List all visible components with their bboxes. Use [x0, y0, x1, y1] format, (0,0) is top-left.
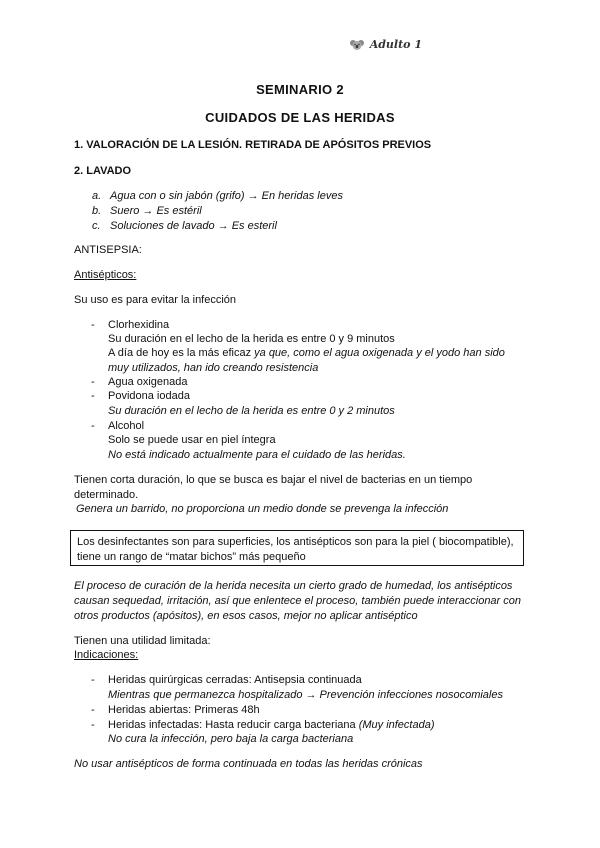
page-title: SEMINARIO 2: [256, 82, 344, 97]
list-item: [92, 205, 202, 217]
list-marker: c.: [92, 220, 101, 232]
indication-text: Heridas infectadas: Hasta reducir carga bacteriana: [108, 719, 359, 731]
antisepticos-heading: Antisépticos:: [74, 269, 137, 281]
indication-sub: No cura la infección, pero baja la carga bacteriana: [108, 733, 354, 745]
clorhexidina-duration: Su duración en el lecho de la herida es entre 0 y 9 minutos: [108, 333, 395, 345]
note-box-line: Los desinfectantes son para superficies, los antisépticos son para la piel ( biocompatible),: [77, 536, 514, 548]
list-text: Soluciones de lavado → Es esteril: [110, 220, 277, 232]
page-header: [350, 38, 422, 51]
alcohol-label: Alcohol: [108, 420, 145, 432]
indicaciones-heading: Indicaciones:: [74, 649, 139, 661]
dash-bullet: -: [91, 420, 95, 432]
antisepsia-heading: ANTISEPSIA:: [74, 244, 142, 256]
utilidad-text: Tienen una utilidad limitada:: [74, 635, 211, 647]
note-italic: ya que, como el agua oxigenada y el yodo han sido: [254, 347, 505, 359]
page-subtitle: CUIDADOS DE LAS HERIDAS: [205, 110, 395, 125]
alcohol-note: No está indicado actualmente para el cuidado de las heridas.: [108, 449, 406, 461]
uso-text: Su uso es para evitar la infección: [74, 294, 237, 306]
final-note: No usar antisépticos de forma continuada en todas las heridas crónicas: [74, 758, 423, 770]
indication-paren: (Muy infectada): [358, 719, 435, 731]
paragraph-italic: Genera un barrido, no proporciona un medio donde se prevenga la infección: [76, 503, 449, 515]
indication-item: Heridas abiertas: Primeras 48h: [108, 704, 260, 716]
note-box-line: tiene un rango de “matar bichos” más pequeño: [77, 551, 306, 563]
alcohol-use: Solo se puede usar en piel íntegra: [108, 434, 276, 446]
dash-bullet: -: [91, 719, 95, 731]
dash-bullet: -: [91, 376, 95, 388]
povidona-duration: Su duración en el lecho de la herida es entre 0 y 2 minutos: [108, 405, 395, 417]
paragraph-italic: El proceso de curación de la herida necesita un cierto grado de humedad, los antisépticos: [74, 580, 513, 592]
header-label: Adulto 1: [369, 38, 422, 51]
list-text: Suero → Es estéril: [110, 205, 202, 217]
list-item: [92, 220, 277, 232]
dash-bullet: -: [91, 704, 95, 716]
paragraph-italic: otros productos (apósitos), en esos casos, mejor no aplicar antiséptico: [74, 610, 418, 622]
dash-bullet: -: [91, 319, 95, 331]
section-heading-1: 1. VALORACIÓN DE LA LESIÓN. RETIRADA DE APÓSITOS PREVIOS: [74, 139, 432, 151]
indication-item: Heridas quirúrgicas cerradas: Antisepsia continuada: [108, 674, 362, 686]
list-marker: a.: [92, 190, 102, 202]
note-text: A día de hoy es la más eficaz: [108, 347, 255, 359]
indication-sub: Mientras que permanezca hospitalizado → Prevención infecciones nosocomiales: [108, 689, 503, 701]
dash-bullet: -: [91, 674, 95, 686]
povidona-label: Povidona iodada: [108, 390, 190, 402]
dash-bullet: -: [91, 390, 95, 402]
list-text: Agua con o sin jabón (grifo) → En heridas leves: [110, 190, 343, 202]
section-heading-2: 2. LAVADO: [74, 165, 132, 177]
indication-item: [108, 719, 435, 731]
clorhexidina-note: [108, 347, 505, 359]
agua-oxigenada-label: Agua oxigenada: [108, 376, 188, 388]
clorhexidina-label: Clorhexidina: [108, 319, 170, 331]
note-box: [70, 530, 524, 566]
paragraph-line: Tienen corta duración, lo que se busca es bajar el nivel de bacterias en un tiempo: [74, 474, 473, 486]
clorhexidina-note-cont: muy utilizados, han ido creando resistencia: [108, 362, 319, 374]
list-marker: b.: [92, 205, 102, 217]
paragraph-line: determinado.: [74, 489, 139, 501]
list-item: [92, 190, 343, 202]
paragraph-italic: causan sequedad, irritación, así que enlentece el proceso, también puede interaccionar con: [74, 595, 522, 607]
koala-icon: [350, 39, 364, 51]
